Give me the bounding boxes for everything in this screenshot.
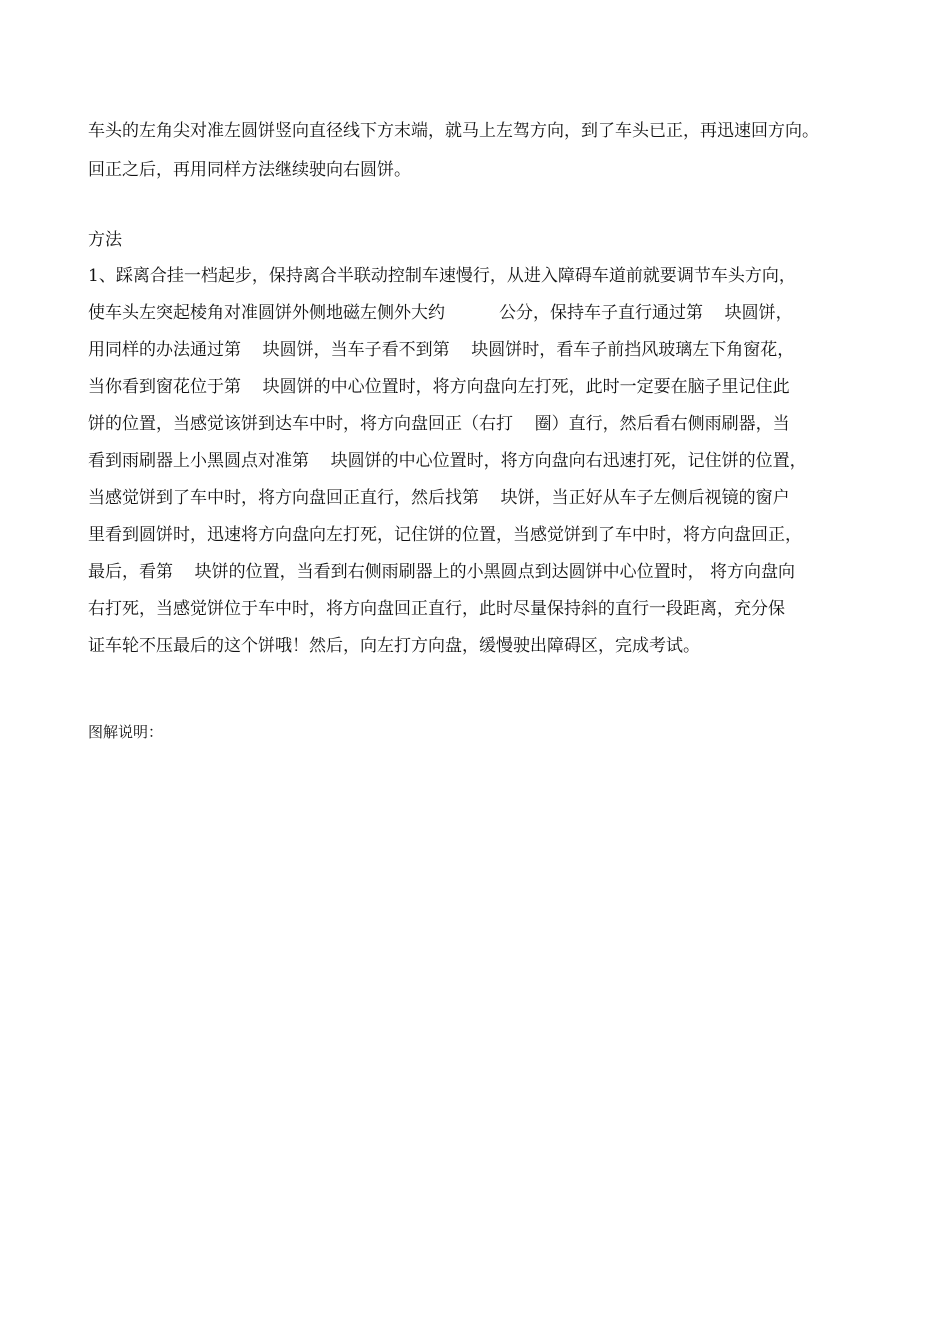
method-line-1: 1、踩离合挂一档起步，保持离合半联动控制车速慢行，从进入障碍车道前就要调节车头方向， (88, 266, 796, 286)
method-line-6: 看到雨刷器上小黑圆点对准第 块圆饼的中心位置时，将方向盘向右迅速打死，记住饼的位置， (88, 451, 807, 471)
method-line-5: 饼的位置，当感觉该饼到达车中时，将方向盘回正（右打 圈）直行，然后看右侧雨刷器，当 (88, 414, 790, 434)
method-line-2: 使车头左突起棱角对准圆饼外侧地磁左侧外大约 公分，保持车子直行通过第 块圆饼， (88, 303, 793, 323)
method-line-10: 右打死，当感觉饼位于车中时，将方向盘回正直行，此时尽量保持斜的直行一段距离，充分保 (88, 599, 785, 619)
method-line-9: 最后，看第 块饼的位置，当看到右侧雨刷器上的小黑圆点到达圆饼中心位置时， 将方向盘向 (88, 562, 796, 582)
method-line-7: 当感觉饼到了车中时，将方向盘回正直行，然后找第 块饼，当正好从车子左侧后视镜的窗户 (88, 488, 790, 508)
method-line-3: 用同样的办法通过第 块圆饼，当车子看不到第 块圆饼时，看车子前挡风玻璃左下角窗花， (88, 340, 795, 360)
figure-caption: 图解说明： (88, 723, 164, 741)
method-heading: 方法 (88, 230, 122, 250)
method-line-11: 证车轮不压最后的这个饼哦！然后，向左打方向盘，缓慢驶出障碍区，完成考试。 (88, 636, 700, 656)
method-line-8: 里看到圆饼时，迅速将方向盘向左打死，记住饼的位置，当感觉饼到了车中时，将方向盘回正， (88, 525, 802, 545)
method-line-4: 当你看到窗花位于第 块圆饼的中心位置时，将方向盘向左打死，此时一定要在脑子里记住此 (88, 377, 790, 397)
intro-line-1: 车头的左角尖对准左圆饼竖向直径线下方末端，就马上左驾方向，到了车头已正，再迅速回方向。 (88, 121, 819, 141)
intro-line-2: 回正之后，再用同样方法继续驶向右圆饼。 (88, 160, 411, 180)
